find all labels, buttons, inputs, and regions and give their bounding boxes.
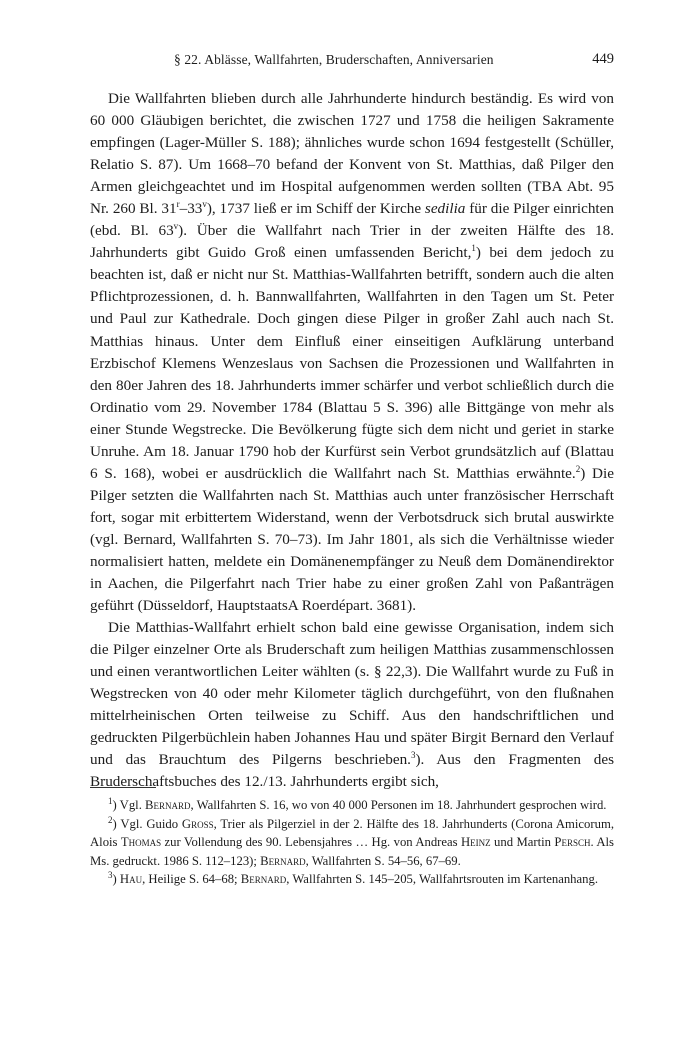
author-name: Groß xyxy=(181,816,214,831)
footnote-mark: 3 xyxy=(108,870,113,881)
author-name: Thomas xyxy=(120,835,162,850)
footnote-separator xyxy=(90,787,156,788)
footnote-ref-3[interactable]: 3 xyxy=(410,750,416,761)
text-run: ) Die Pilger setzten die Wallfahrten nach St. Matthias auch unter französischer Herrschaft fort, sogar mit erbittertem Widerstand, wenn der Verbotsdruck sich brutal auswirkte (vgl. Bernard, Wallfahrten S. 70–73). Im Jahr 1801, als sich die Verhältnisse wieder normalisiert hatten, meldete ein Domänenempfänger zu Neuß dem Domänendirektor in Aachen, die Pilgerfahrt nach Trier habe zu einer großen Zahl von Paßanträgen geführt (Düsseldorf, HauptstaatsA Roerdépart. 3681). xyxy=(90,464,614,615)
text-run: , Trier als Pilgerziel in der 2. Hälfte des 18. Jahrhunderts (Corona Amicorum, Alois xyxy=(90,816,614,850)
paragraph-matthias-wallfahrt xyxy=(90,617,614,793)
text-run: . Als Ms. gedruckt. 1986 S. 112–123); xyxy=(90,835,614,868)
author-name: Bernard xyxy=(260,853,306,868)
footnotes xyxy=(90,796,614,889)
author-name: Persch xyxy=(554,835,591,850)
author-name: Bernard xyxy=(145,798,191,812)
text-run: ), 1737 ließ er im Schiff der Kirche xyxy=(206,200,425,218)
text-run: , Heilige S. 64–68; xyxy=(142,872,241,887)
text-run: ). Über die Wallfahrt nach Trier in der zweiten Hälfte des 18. Jahrhunderts gibt Guido Groß einen umfassenden Bericht, xyxy=(90,222,614,262)
author-name: Bernard xyxy=(240,872,287,887)
page-number: 449 xyxy=(592,51,614,67)
text-run: ) Vgl. xyxy=(112,798,146,812)
text-run: , Wallfahrten S. 145–205, Wallfahrtsrouten im Kartenanhang. xyxy=(286,872,599,887)
folio-recto-mark: r xyxy=(176,199,180,210)
footnote-3 xyxy=(90,870,614,889)
text-run: –33 xyxy=(179,200,203,218)
author-name: Heinz xyxy=(461,835,491,850)
footnote-mark: 1 xyxy=(108,795,113,806)
footnote-1 xyxy=(90,796,614,815)
text-run: und Martin xyxy=(490,835,555,850)
text-run: , Wallfahrten S. 16, wo von 40 000 Personen im 18. Jahrhundert gesprochen wird. xyxy=(190,798,607,812)
text-run: Die Wallfahrten blieben durch alle Jahrhunderte hindurch beständig. Es wird von 60 000 Gläubigen berichtet, die zwischen 1727 und 1758 die heiligen Sakramente empfingen (Lager-Müller S. 188); ähnliches wurde schon 1694 festgestellt (Schüller, Relatio S. 87). Um 1668–70 befand der Konvent von St. Matthias, daß Pilger den Armen gleichgeachtet und im Hospital aufgenommen werden sollten (TBA Abt. 95 Nr. 260 Bl. 31 xyxy=(90,90,614,218)
footnote-ref-2[interactable]: 2 xyxy=(575,463,581,474)
text-run: ) xyxy=(112,872,120,887)
main-text xyxy=(90,88,614,794)
text-run: Die Matthias-Wallfahrt erhielt schon bald eine gewisse Organisation, indem sich die Pilger einzelner Orte als Bruderschaft zum heiligen Matthias zusammenschlossen und einen verantwortlichen Leiter wählten (s. § 22,3). Die Wallfahrt wurde zu Fuß in Wegstrecken von 40 oder mehr Kilometer täglich durchgeführt, von den flußnahen mittelrheinischen Orten teilweise zu Schiff. Aus den handschriftlichen und gedruckten Pilgerbüchlein haben Johannes Hau und später Birgit Bernard den Verlauf und das Brauchtum des Pilgerns beschrieben. xyxy=(90,619,614,769)
footnote-2 xyxy=(90,815,614,871)
text-run: ) Vgl. Guido xyxy=(112,816,182,831)
text-run: zur Vollendung des 90. Lebensjahres … Hg. von Andreas xyxy=(161,835,461,850)
text-run: , Wallfahrten S. 54–56, 67–69. xyxy=(305,853,461,868)
footnote-mark: 2 xyxy=(108,814,113,825)
text-run: ). Aus den Fragmenten des Bruderschaftsbuches des 12./13. Jahrhunderts ergibt sich, xyxy=(90,751,614,791)
author-name: Hau xyxy=(119,872,143,887)
footnote-ref-1[interactable]: 1 xyxy=(471,243,476,254)
folio-verso-mark: v xyxy=(202,199,207,210)
text-run: für die Pilger einrichten (ebd. Bl. 63 xyxy=(90,200,614,240)
page-header xyxy=(90,52,614,72)
running-title: § 22. Ablässe, Wallfahrten, Bruderschaften, Anniversarien xyxy=(174,52,494,67)
paragraph-wallfahrten xyxy=(90,88,614,617)
folio-verso-mark: v xyxy=(173,221,179,232)
text-run: ) bei dem jedoch zu beachten ist, daß er nicht nur St. Matthias-Wallfahrten betrifft, sondern auch die alten Pflichtprozessionen, d. h. Bannwallfahrten, Wallfahrten in den Tagen um St. Peter und Paul zur Kathedrale. Doch gingen diese Pilger in großer Zahl auch nach St. Matthias hinaus. Unter dem Einfluß einer einseitigen Aufklärung unterband Erzbischof Klemens Wenzeslaus von Sachsen die Prozessionen und Wallfahrten in den 80er Jahren des 18. Jahrhunderts immer schärfer und verbot schließlich durch die Ordinatio vom 29. November 1784 (Blattau 5 S. 396) alle Bittgänge von mehr als einer Stunde Wegstrecke. Die Bevölkerung fügte sich dem nicht und geriet in starke Unruhe. Am 18. Januar 1790 hob der Kurfürst sein Verbot grundsätzlich auf (Blattau 6 S. 168), wobei er ausdrücklich die Wallfahrt nach St. Matthias erwähnte. xyxy=(90,244,614,482)
italic-term: sedilia xyxy=(424,200,466,218)
